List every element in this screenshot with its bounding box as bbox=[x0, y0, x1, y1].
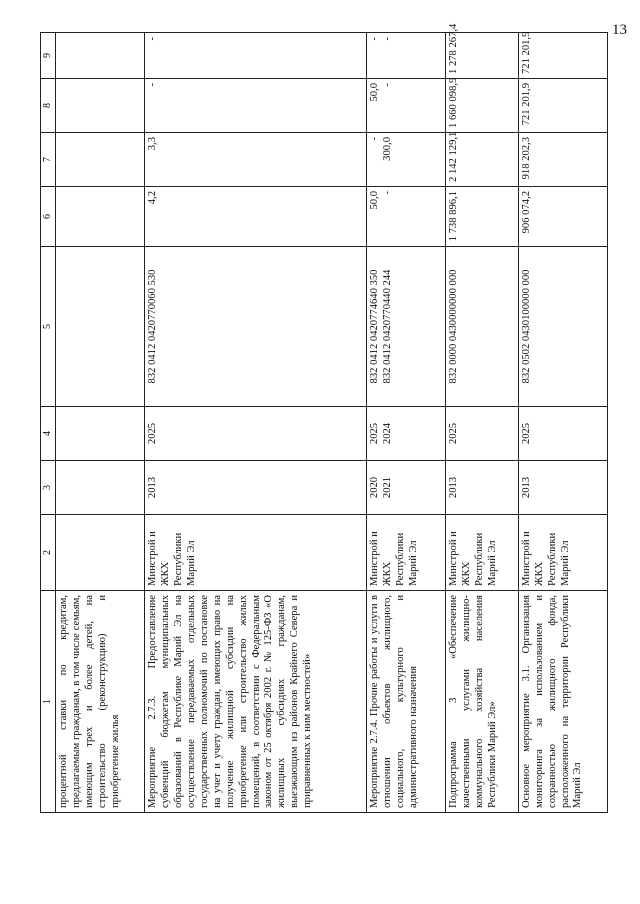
end-year-cell-value: 2025 bbox=[368, 422, 380, 445]
col9-cell bbox=[518, 33, 607, 79]
end-year-cell-value: 2024 bbox=[381, 422, 393, 445]
page-number: 13 bbox=[612, 22, 627, 38]
program-table bbox=[40, 23, 608, 813]
col9-cell-value: 1 278 267,4 bbox=[448, 23, 460, 74]
start-year-cell-value: 2020 bbox=[368, 476, 380, 499]
col8-cell-value: 50,0 bbox=[368, 83, 380, 102]
table-row bbox=[446, 33, 519, 813]
col9-cell-value: - bbox=[147, 37, 159, 41]
budget-code-cell-value: 832 0412 0420770440 244 bbox=[381, 269, 393, 384]
col8-cell-value: 1 660 098,9 bbox=[448, 77, 460, 128]
header-cell: 6 bbox=[41, 187, 56, 247]
start-year-cell bbox=[145, 461, 367, 515]
row-name-cell: Мероприятие 2.7.4. Прочие работы и услуги в отношении объектов жилищного, социального, культурного и административного назначения bbox=[366, 591, 445, 813]
col6-cell-value: 906 074,2 bbox=[520, 191, 532, 234]
col8-cell-value: - bbox=[147, 83, 159, 87]
col7-cell-value: 918 202,3 bbox=[520, 137, 532, 180]
header-cell: 1 bbox=[41, 591, 56, 813]
budget-code-cell bbox=[56, 247, 145, 407]
row-executor-cell bbox=[56, 515, 145, 591]
col7-cell bbox=[145, 133, 367, 187]
start-year-cell bbox=[366, 461, 445, 515]
end-year-cell bbox=[446, 407, 519, 461]
col9-cell bbox=[56, 33, 145, 79]
start-year-cell bbox=[56, 461, 145, 515]
header-cell: 4 bbox=[41, 407, 56, 461]
col9-cell bbox=[366, 33, 445, 79]
col7-cell-value: 2 142 129,1 bbox=[448, 131, 460, 182]
header-cell: 9 bbox=[41, 33, 56, 79]
row-name-cell: процентной ставки по кредитам, предлагаемым гражданам, в том числе семьям, имеющим трех и более детей, на строительство (реконструкцию) и приобретение жилья bbox=[56, 591, 145, 813]
budget-code-cell-value: 832 0412 0420774640 350 bbox=[368, 269, 380, 384]
end-year-cell bbox=[518, 407, 607, 461]
col6-cell bbox=[518, 187, 607, 247]
col8-cell-value: 721 201,9 bbox=[520, 83, 532, 126]
end-year-cell-value: 2025 bbox=[448, 422, 460, 445]
col7-cell bbox=[518, 133, 607, 187]
col6-cell bbox=[145, 187, 367, 247]
end-year-cell bbox=[145, 407, 367, 461]
col9-cell bbox=[145, 33, 367, 79]
col6-cell-value: 50,0 bbox=[368, 191, 380, 210]
col7-cell-value: 3,3 bbox=[147, 137, 159, 151]
table-row bbox=[56, 33, 145, 813]
col7-cell-value: - bbox=[368, 137, 380, 141]
budget-code-cell bbox=[518, 247, 607, 407]
row-name-cell: Мероприятие 2.7.3. Предоставление субвенций бюджетам муниципальных образований в Республике Марий Эл на осуществление передаваемых отдельных государственных полномочий по постановке на учет и учету граждан, имеющих право на получение жилищной субсидии на приобретение или строительство жилых помещений, в соответствии с Федеральным законом от 25 октября 2002 г. № 125-ФЗ «О жилищных субсидиях гражданам, выезжающим из районов Крайнего Севера и приравненных к ним местностей» bbox=[145, 591, 367, 813]
col6-cell-value: 4,2 bbox=[147, 191, 159, 205]
col6-cell-value: 1 738 896,1 bbox=[448, 191, 460, 242]
col9-cell-value: - bbox=[368, 37, 380, 41]
col8-cell-value: - bbox=[381, 83, 393, 87]
col9-cell-value: 721 201,9 bbox=[520, 31, 532, 74]
col6-cell bbox=[366, 187, 445, 247]
col8-cell bbox=[145, 79, 367, 133]
header-cell: 7 bbox=[41, 133, 56, 187]
col8-cell bbox=[366, 79, 445, 133]
header-cell: 2 bbox=[41, 515, 56, 591]
start-year-cell-value: 2013 bbox=[520, 476, 532, 499]
budget-code-cell-value: 832 0502 0430100000 000 bbox=[520, 269, 532, 384]
header-row bbox=[41, 33, 56, 813]
start-year-cell bbox=[446, 461, 519, 515]
budget-code-cell-value: 832 0000 0430000000 000 bbox=[448, 269, 460, 384]
table-row bbox=[145, 33, 367, 813]
col6-cell bbox=[446, 187, 519, 247]
row-executor-cell: Минстрой и ЖКХ Республики Марий Эл bbox=[446, 515, 519, 591]
table-row bbox=[518, 33, 607, 813]
row-name-cell: Основное мероприятие 3.1. Организация мониторинга за использованием и сохранностью жилищного фонда, расположенного на территории Республики Марий Эл bbox=[518, 591, 607, 813]
col6-cell-value: - bbox=[381, 191, 393, 195]
start-year-cell-value: 2013 bbox=[147, 476, 159, 499]
end-year-cell-value: 2025 bbox=[147, 422, 159, 445]
col7-cell-value: 300,0 bbox=[381, 137, 393, 161]
col7-cell bbox=[56, 133, 145, 187]
header-cell: 5 bbox=[41, 247, 56, 407]
col7-cell bbox=[366, 133, 445, 187]
header-cell: 3 bbox=[41, 461, 56, 515]
budget-code-cell bbox=[366, 247, 445, 407]
col8-cell bbox=[446, 79, 519, 133]
start-year-cell bbox=[518, 461, 607, 515]
rotated-table-wrapper bbox=[40, 23, 608, 813]
budget-code-cell-value: 832 0412 0420770060 530 bbox=[147, 269, 159, 384]
end-year-cell bbox=[366, 407, 445, 461]
start-year-cell-value: 2013 bbox=[448, 476, 460, 499]
col6-cell bbox=[56, 187, 145, 247]
col8-cell bbox=[518, 79, 607, 133]
end-year-cell bbox=[56, 407, 145, 461]
row-executor-cell: Минстрой и ЖКХ Республики Марий Эл bbox=[518, 515, 607, 591]
end-year-cell-value: 2025 bbox=[520, 422, 532, 445]
row-executor-cell: Минстрой и ЖКХ Республики Марий Эл bbox=[366, 515, 445, 591]
start-year-cell-value: 2021 bbox=[381, 476, 393, 499]
col7-cell bbox=[446, 133, 519, 187]
header-cell: 8 bbox=[41, 79, 56, 133]
budget-code-cell bbox=[145, 247, 367, 407]
col9-cell-value: - bbox=[381, 37, 393, 41]
table-row bbox=[366, 33, 445, 813]
budget-code-cell bbox=[446, 247, 519, 407]
col8-cell bbox=[56, 79, 145, 133]
row-executor-cell: Минстрой и ЖКХ Республики Марий Эл bbox=[145, 515, 367, 591]
col9-cell bbox=[446, 23, 519, 79]
row-name-cell: Подпрограмма 3 «Обеспечение качественными услугами жилищно-коммунального хозяйства населения Республики Марий Эл» bbox=[446, 591, 519, 813]
